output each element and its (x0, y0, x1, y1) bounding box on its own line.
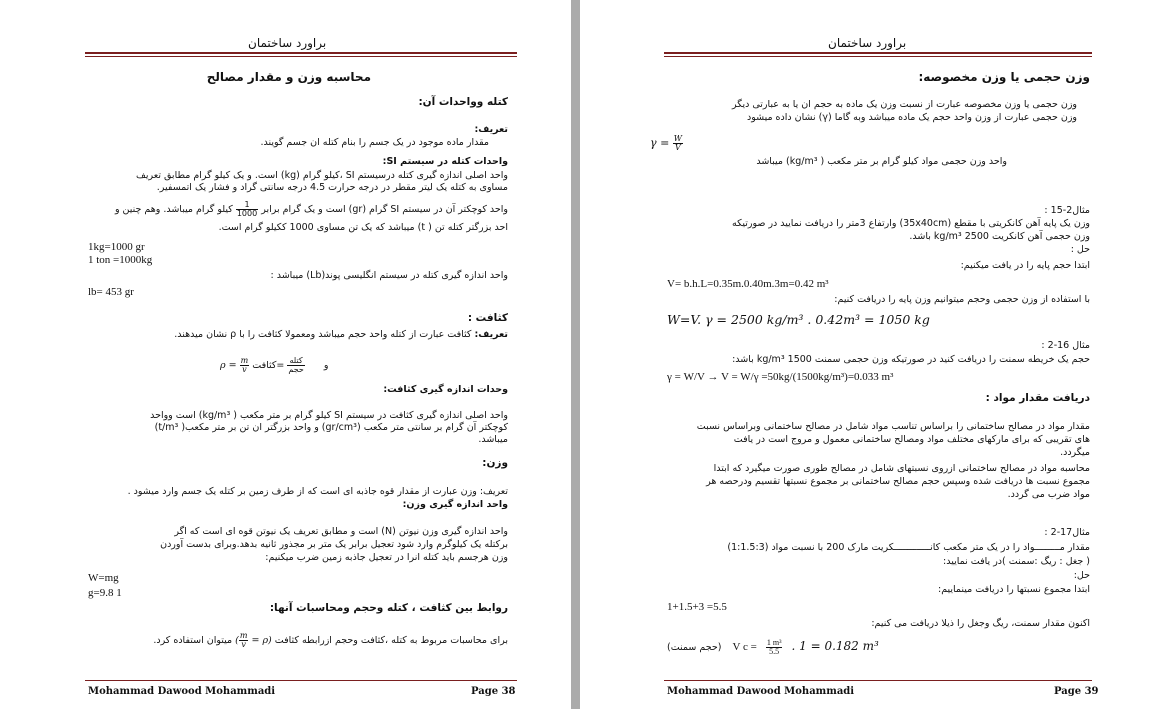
header-rule (85, 52, 517, 54)
heading-density-units: وحدات اندازه گیری کثافت: (383, 384, 508, 395)
definition-label: تعریف: (474, 124, 508, 135)
heading-weight: وزن: (482, 457, 508, 469)
paragraph-line: وزن یک پایه آهن کانکریتی با مقطع (35x40cm) وارتفاع 3متر را دریافت نمایید در صورتیکه (732, 218, 1090, 229)
header-rule-thin (664, 56, 1092, 57)
paragraph-line: واحد وزن حجمی مواد کیلو گرام بر متر مکعب ( kg/m³) میباشد (756, 156, 1007, 167)
heading-relations: روابط بین کثافت ، کتله وحجم ومحاسبات آنها: (269, 602, 508, 614)
equation: W=V. γ = 2500 kg/m³ . 0.42m³ = 1050 kg (667, 312, 930, 327)
fraction: $\frac{1}{1000}$ (236, 200, 258, 218)
paragraph-line: میگردد. (1060, 447, 1090, 458)
paragraph-line: میباشد. (478, 434, 508, 445)
footer-rule (85, 680, 517, 681)
paragraph-line: ابتدا مجموع نسبتها را دریافت مینماییم: (938, 584, 1090, 595)
running-header: براورد ساختمان (248, 36, 327, 50)
heading-si-units: واحدات کتله در سیستم SI: (382, 156, 508, 167)
header-rule-thin (85, 56, 517, 57)
definition-text: مقدار ماده موجود در یک جسم را بنام کتله ان جسم گویند. (260, 137, 489, 148)
footer-author: Mohammad Dawood Mohammadi (667, 686, 855, 697)
paragraph-line: برای محاسبات مربوط به کتله ،کثافت وحجم ازرابطه کثافت (ρ = $\frac{m}{v}$ ) میتوان استفاده کرد. (153, 631, 508, 649)
density-formula: ρ = $\frac{m}{v}$ و $\frac{\text{کتله}}{\text{حجم}}$ =کثافت (220, 356, 329, 374)
paragraph-line: واحد کوچکتر آن در سیستم SI گرام (gr) است و یک گرام برابر $\frac{1}{1000}$ کیلو گرام میباشد. وهم چنین و (114, 200, 508, 218)
paragraph-line: وزن حجمی یا وزن مخصوصه عبارت از نسبت وزن یک ماده به حجم ان یا به عبارتی دیگر (731, 99, 1077, 110)
equation: γ = W/V → V = W/γ =50kg/(1500kg/m³)=0.033 m³ (667, 371, 894, 383)
section-title: محاسبه وزن و مقدار مصالح (206, 70, 371, 84)
solution-label: حل : (1070, 244, 1090, 255)
heading-density: کثافت : (467, 312, 508, 324)
example-label: مثال2-15 : (1044, 205, 1090, 216)
paragraph-line: مواد ضرب می گردد. (1007, 489, 1090, 500)
example-label: مثال 16-2 : (1041, 340, 1090, 351)
running-header: براورد ساختمان (828, 36, 907, 50)
paragraph-line: مساوی به کتله یک لیتر مقطر در درجه حرارت 4.5 درجه سانتی گراد و فشار یک اتمسفیر. (156, 182, 508, 193)
example-label: مثال17-2 : (1044, 527, 1090, 538)
heading-mass-units: کتله وواحدات آن: (418, 96, 508, 108)
equation: 1 ton =1000kg (88, 254, 153, 266)
paragraph-line: محاسبه مواد در مصالح ساختمانی ازروی نسبتهای شامل در مصالح طوری صورت میگیرد که ابتدا (713, 463, 1090, 474)
paragraph-line: واحد اندازه گیری وزن نیوتن (N) است و مطابق تعریف یک نیوتن قوه ای است که اگر (174, 526, 508, 537)
paragraph-line: تعریف: وزن عبارت از مقدار قوه جاذبه ای است که از طرف زمین بر کتله یک جسم وارد میشود . (127, 486, 508, 497)
page-38 (0, 0, 571, 709)
paragraph-line: ( جغل : ریگ :سمنت )در یافت نمایید: (943, 556, 1090, 567)
paragraph-line: وزن حجمی آهن کانکریت 2500 kg/m³ باشد. (909, 231, 1090, 242)
paragraph-line: ابتدا حجم پایه را در یافت میکنیم: (960, 260, 1090, 271)
paragraph-line: کوچکتر آن گرام بر سانتی متر مکعب (gr/cm³) و واحد بزرگتر ان تن بر متر مکعب( t/m³) (154, 422, 508, 433)
page-number: Page 39 (1054, 686, 1099, 697)
header-rule (664, 52, 1092, 54)
paragraph-line: مقدار مواد در مصالح ساختمانی را براساس تناسب مواد شامل در مصالح ساختمانی وبراساس نسبت (696, 421, 1090, 432)
equation: V= b.h.L=0.35m.0.40m.3m=0.42 m³ (667, 278, 829, 290)
paragraph-line: واحد اصلی اندازه گیری کتله درسیستم SI ،کیلو گرام (kg) است. و یک کیلو گرام مطابق تعریف (136, 170, 508, 181)
paragraph-line: وزن هرجسم باید کتله انرا در تعجیل جاذبه زمین ضرب میکنیم: (265, 552, 508, 563)
gamma-formula: γ = $\frac{W}{V}$ (650, 134, 683, 152)
footer-rule (664, 680, 1092, 681)
equation: 1kg=1000 gr (88, 241, 145, 253)
paragraph-line: برکتله یک کیلوگرم وارد شود تعجیل برابر یک متر بر مجذور ثانیه بدهد.وبرای بدست آوردن (160, 539, 508, 550)
paragraph-line: مجموع نسبت ها دریافت شده وسپس حجم مصالح ساختمانی بر مجموع نسبتها تقسیم ودرحصه هر (706, 476, 1090, 487)
equation: lb= 453 gr (88, 286, 134, 298)
paragraph-line: اکنون مقدار سمنت، ریگ وجغل را ذیلا دریافت می کنیم: (871, 618, 1090, 629)
section-title: وزن حجمی یا وزن مخصوصه: (918, 70, 1090, 84)
paragraph-line: واحد اصلی اندازه گیری کثافت در سیستم SI کیلو گرام بر متر مکعب ( kg/m³) است وواحد (150, 410, 508, 421)
paragraph-line: تعریف: کثافت عبارت از کتله واحد حجم میباشد ومعمولا کثافت را با ρ نشان میدهند. (174, 329, 508, 340)
paragraph-line: های تقریبی که برای مارکهای مختلف مواد ومصالح ساختمانی معمول و مروج است در یافت (733, 434, 1090, 445)
equation: 1+1.5+3 =5.5 (667, 601, 727, 613)
paragraph-line: وزن حجمی عبارت از وزن واحد حجم یک ماده میباشد وبه گاما (γ) نشان داده میشود (746, 112, 1077, 123)
paragraph-line: با استفاده از وزن حجمی وحجم میتوانیم وزن پایه را دریافت کنیم: (834, 294, 1090, 305)
heading-weight-units: واحد اندازه گیری وزن: (402, 499, 508, 510)
heading-materials: دریافت مقدار مواد : (985, 392, 1090, 404)
paragraph-line: مقدار مـــــــــواد را در یک متر مکعب کانـــــــــــــکریت مارک 200 با نسبت مواد (1:1.5:3) (727, 542, 1090, 553)
paragraph-line: احد بزرگتر کتله تن ( t) میباشد که یک تن مساوی 1000 ککیلو گرام است. (218, 222, 508, 233)
paragraph-line: واحد اندازه گیری کتله در سیستم انگلیسی پوند(Lb) میباشد : (270, 270, 508, 281)
page-39 (580, 0, 1157, 709)
equation: g=9.8 1 (88, 587, 122, 599)
equation: W=mg (88, 572, 119, 584)
paragraph-line: حجم یک خریطه سمنت را دریافت کنید در صورتیکه وزن حجمی سمنت 1500 kg/m³ باشد: (732, 354, 1090, 365)
solution-label: حل: (1073, 570, 1090, 581)
equation: (حجم سمنت) V c = $\frac{\text{1 m³}}{5.5}$ . 1 = 0.182 m³ (667, 638, 879, 656)
page-number: Page 38 (471, 686, 516, 697)
footer-author: Mohammad Dawood Mohammadi (88, 686, 276, 697)
